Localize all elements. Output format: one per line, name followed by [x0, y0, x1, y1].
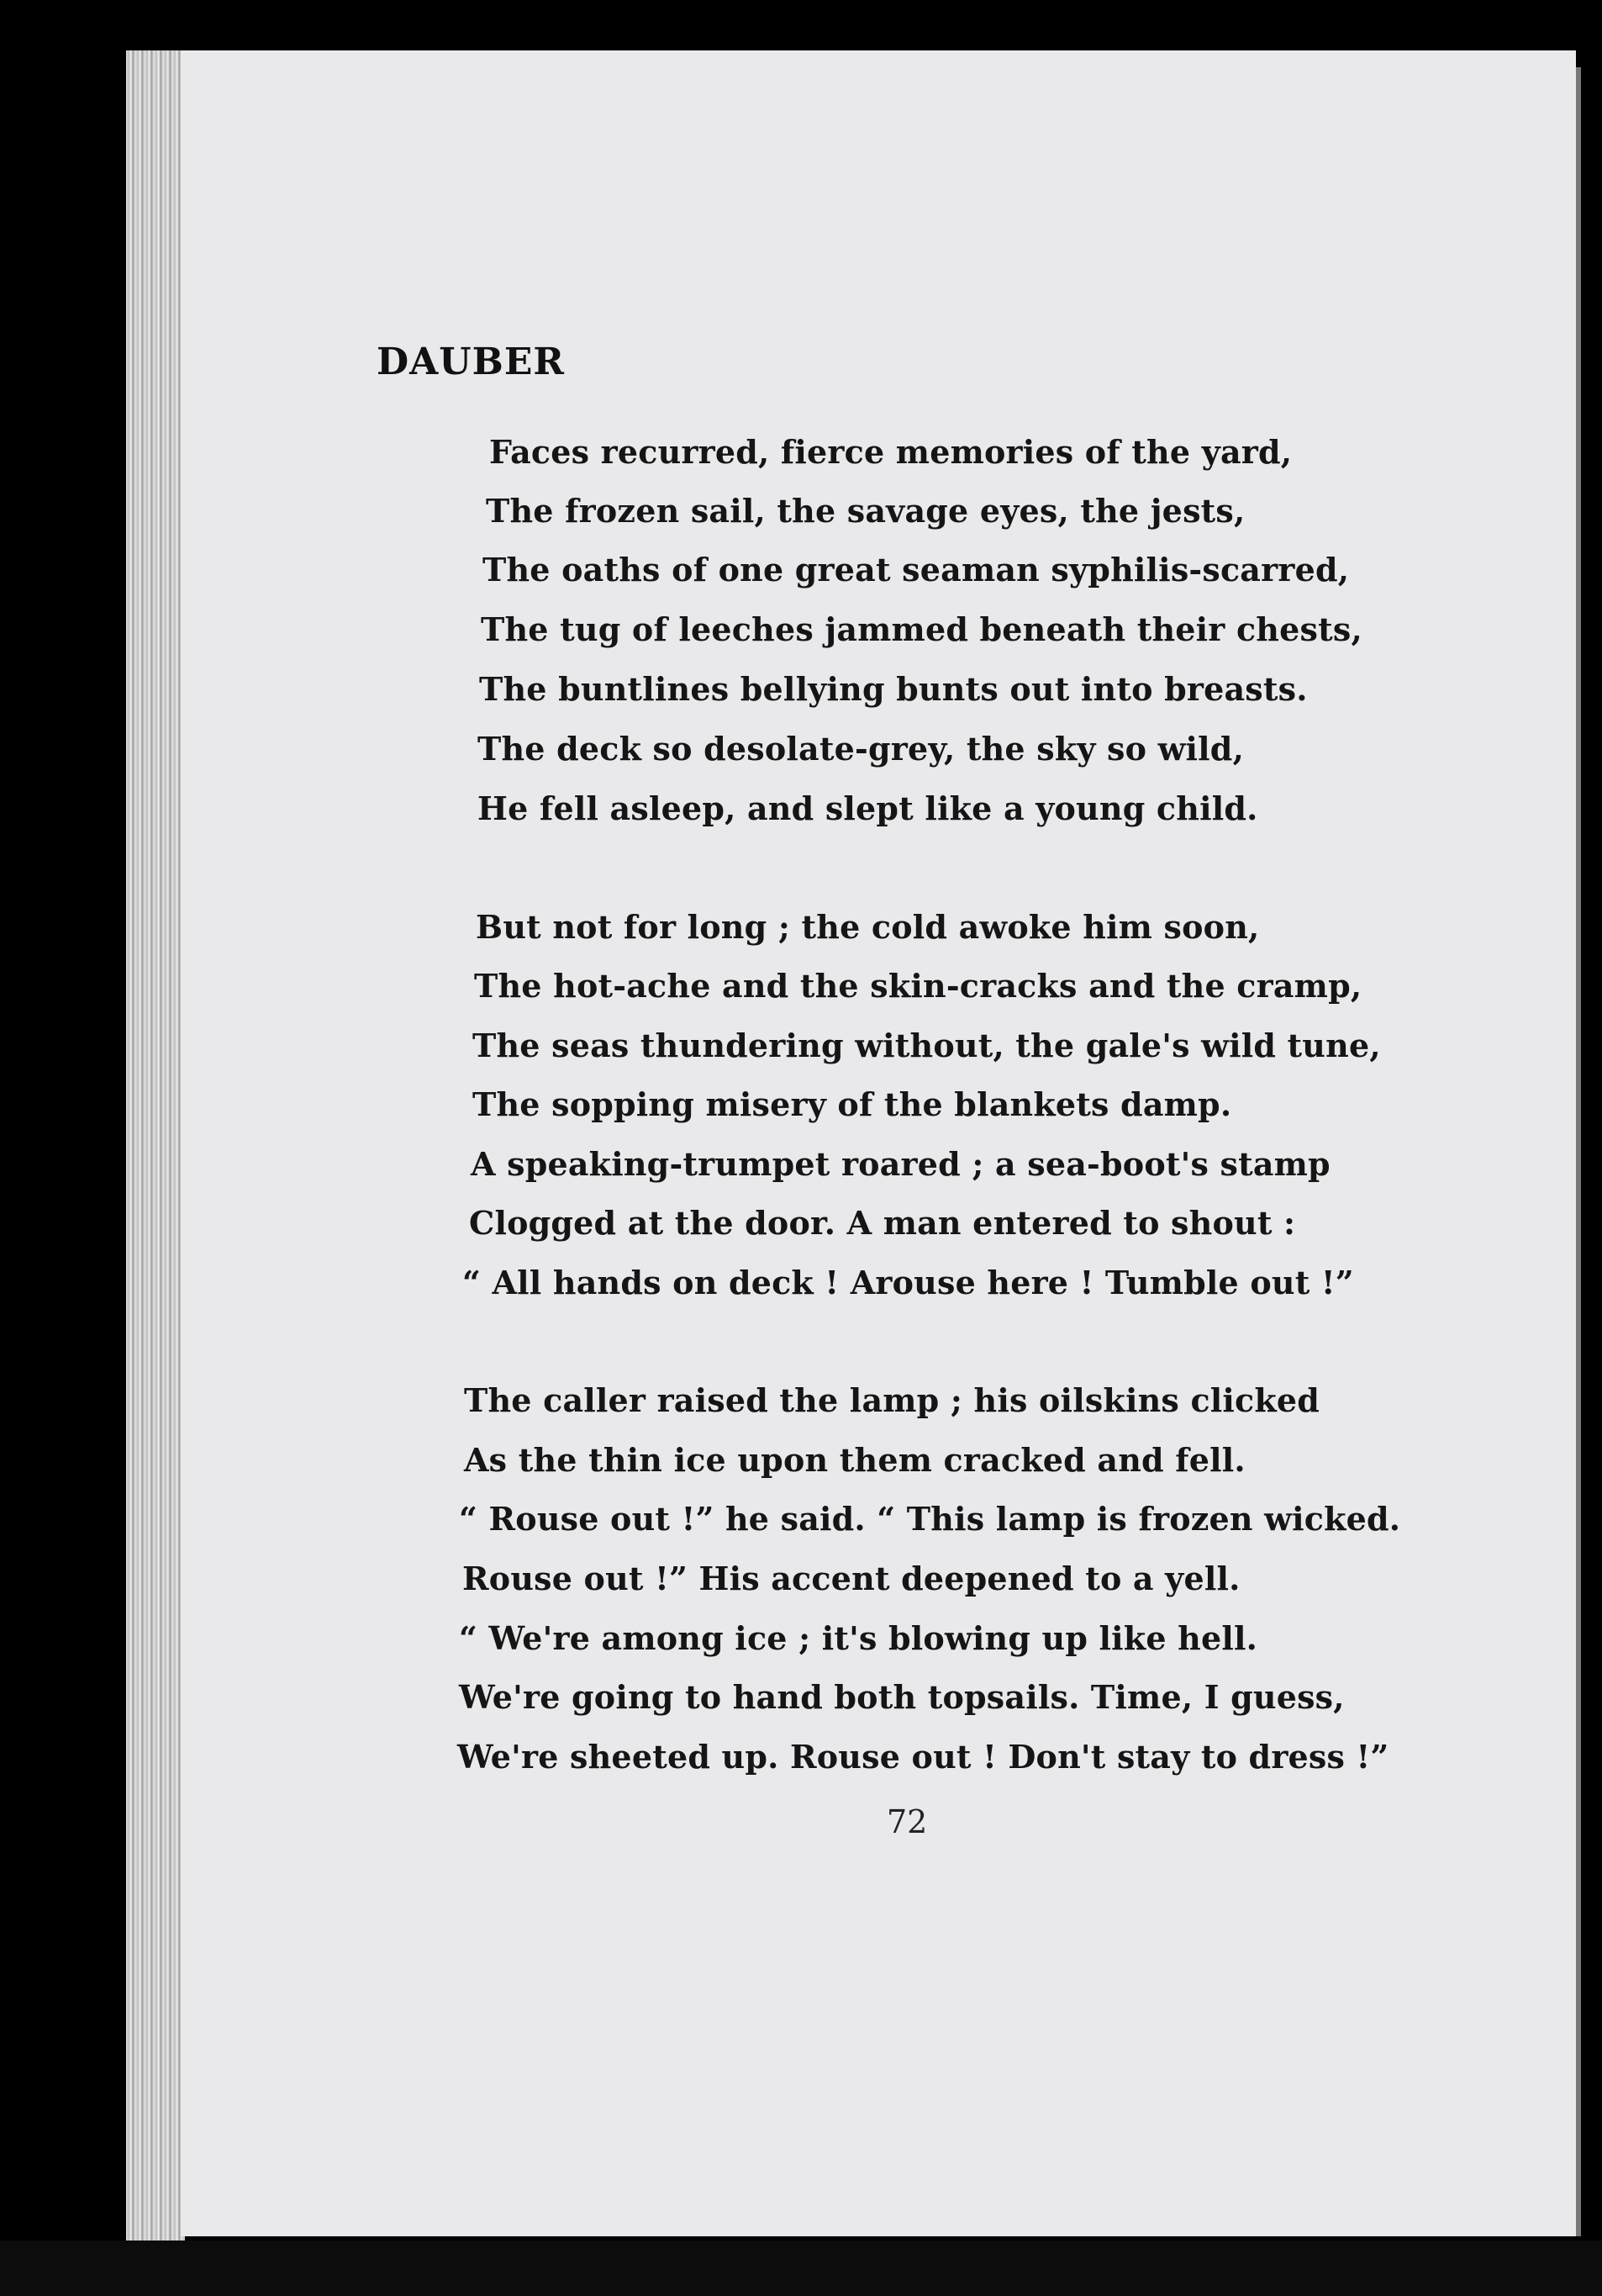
poem-line: Rouse out !” His accent deepened to a yell.: [462, 1560, 1241, 1597]
poem-line: The tug of leeches jammed beneath their chests,: [481, 610, 1362, 648]
poem-line: Clogged at the door. A man entered to shout :: [469, 1204, 1296, 1242]
poem-line: A speaking-trumpet roared ; a sea-boot's stamp: [471, 1145, 1331, 1183]
running-head-text: DAUBER: [377, 340, 565, 383]
running-head: [0, 340, 941, 383]
poem-line: “ We're among ice ; it's blowing up like hell.: [459, 1619, 1258, 1657]
poem-line: As the thin ice upon them cracked and fell.: [464, 1441, 1246, 1479]
poem-line: “ Rouse out !” he said. “ This lamp is frozen wicked.: [459, 1500, 1401, 1538]
poem-line: Faces recurred, fierce memories of the yard,: [489, 433, 1293, 471]
poem-line: The hot-ache and the skin-cracks and the cramp,: [474, 967, 1362, 1005]
poem-line: The caller raised the lamp ; his oilskins clicked: [464, 1381, 1320, 1419]
poem-line: But not for long ; the cold awoke him soon,: [476, 908, 1260, 946]
page-right-edge: [1576, 67, 1581, 2236]
poem-line: He fell asleep, and slept like a young child.: [477, 789, 1258, 827]
poem-line: We're sheeted up. Rouse out ! Don't stay to dress !”: [457, 1738, 1389, 1776]
scan-bottom-border: [0, 2241, 1602, 2296]
poem-line: “ All hands on deck ! Arouse here ! Tumble out !”: [462, 1264, 1354, 1301]
poem-line: The frozen sail, the savage eyes, the jests,: [486, 492, 1246, 530]
poem-line: The seas thundering without, the gale's wild tune,: [472, 1027, 1381, 1064]
poem-line: The buntlines bellying bunts out into breasts.: [479, 670, 1308, 708]
poem-line: The deck so desolate-grey, the sky so wild,: [477, 730, 1245, 768]
poem-line: We're going to hand both topsails. Time, I guess,: [459, 1678, 1345, 1716]
page-number: 72: [887, 1803, 928, 1840]
poem-line: The oaths of one great seaman syphilis-scarred,: [482, 551, 1350, 589]
poem-line: The sopping misery of the blankets damp.: [472, 1085, 1232, 1123]
